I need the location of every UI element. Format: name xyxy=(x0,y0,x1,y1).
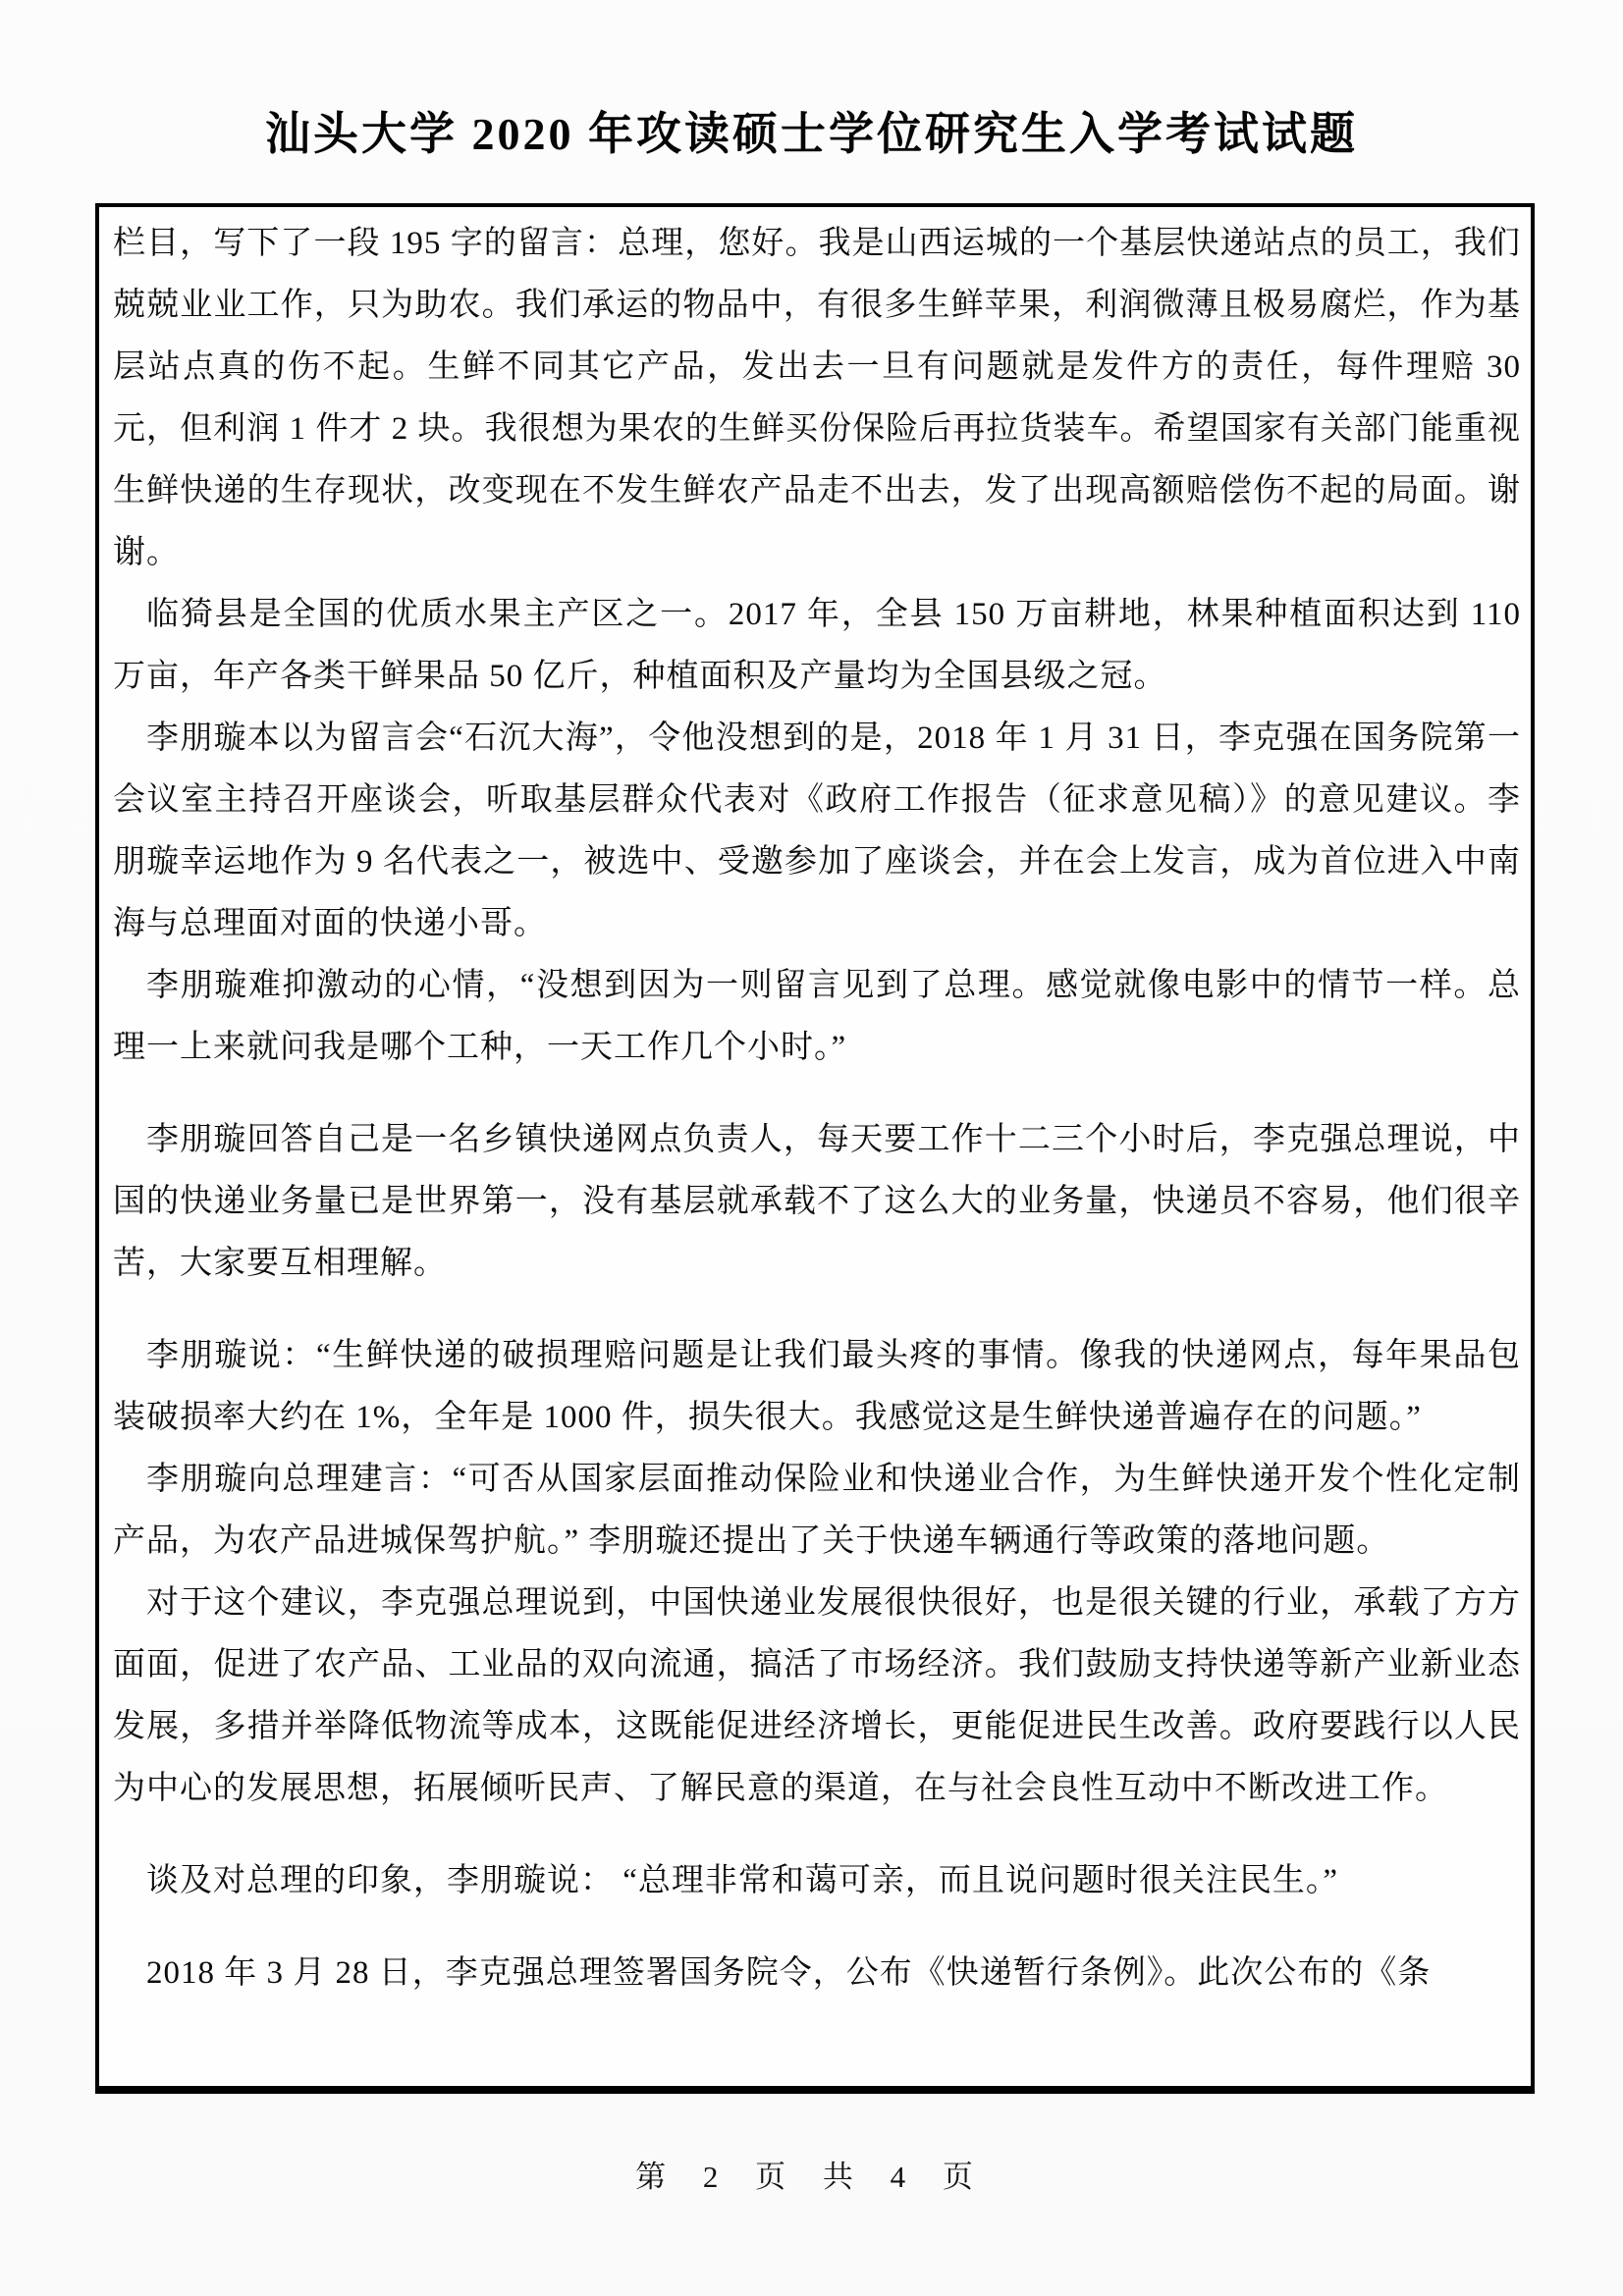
paragraph: 谈及对总理的印象，李朋璇说： “总理非常和蔼可亲，而且说问题时很关注民生。” xyxy=(146,1863,1339,1898)
paragraph: 李朋璇回答自己是一名乡镇快递网点负责人，每天要工作十二三个小时后，李克强总理说，中国的快递业务量已是世界第一，没有基层就承载不了这么大的业务量，快递员不容易，他们很辛苦，大家要互相理解。 xyxy=(113,1122,1521,1281)
paragraph: 2018 年 3 月 28 日，李克强总理签署国务院令，公布《快递暂行条例》。此次公布的《条 xyxy=(146,1955,1432,1991)
paragraph: 李朋璇向总理建言：“可否从国家层面推动保险业和快递业合作，为生鲜快递开发个性化定制产品，为农产品进城保驾护航。” 李朋璇还提出了关于快递车辆通行等政策的落地问题。 xyxy=(113,1462,1521,1559)
paragraph: 李朋璇本以为留言会“石沉大海”，令他没想到的是，2018 年 1 月 31 日，李克强在国务院第一会议室主持召开座谈会，听取基层群众代表对《政府工作报告（征求意见稿）》的意见建议。李朋璇幸运地作为 9 名代表之一，被选中、受邀参加了座谈会，并在会上发言，成为首位进入中南海与总理面对面的快递小哥。 xyxy=(113,721,1521,941)
page-title: 汕头大学 2020 年攻读硕士学位研究生入学考试试题 xyxy=(265,109,1358,159)
paragraph: 对于这个建议，李克强总理说到，中国快递业发展很快很好，也是很关键的行业，承载了方方面面，促进了农产品、工业品的双向流通，搞活了市场经济。我们鼓励支持快递等新产业新业态发展，多措并举降低物流等成本，这既能促进经济增长，更能促进民生改善。政府要践行以人民为中心的发展思想，拓展倾听民声、了解民意的渠道，在与社会良性互动中不断改进工作。 xyxy=(113,1585,1521,1806)
exam-text-box xyxy=(95,203,1535,2094)
page-footer: 第 2 页 共 4 页 xyxy=(635,2160,988,2194)
paragraph: 栏目，写下了一段 195 字的留言：总理，您好。我是山西运城的一个基层快递站点的员工，我们兢兢业业工作，只为助农。我们承运的物品中，有很多生鲜苹果，利润微薄且极易腐烂，作为基层站点真的伤不起。生鲜不同其它产品，发出去一旦有问题就是发件方的责任，每件理赔 30 元，但利润 1 件才 2 块。我很想为果农的生鲜买份保险后再拉货装车。希望国家有关部门能重视生鲜快递的生存现状，改变现在不发生鲜农产品走不出去，发了出现高额赔偿伤不起的局面。谢谢。 xyxy=(113,226,1521,570)
paragraph: 李朋璇难抑激动的心情，“没想到因为一则留言见到了总理。感觉就像电影中的情节一样。总理一上来就问我是哪个工种，一天工作几个小时。” xyxy=(113,968,1521,1065)
paragraph: 临猗县是全国的优质水果主产区之一。2017 年，全县 150 万亩耕地，林果种植面积达到 110 万亩，年产各类干鲜果品 50 亿斤，种植面积及产量均为全国县级之冠。 xyxy=(113,597,1521,694)
paragraph: 李朋璇说：“生鲜快递的破损理赔问题是让我们最头疼的事情。像我的快递网点，每年果品包装破损率大约在 1%，全年是 1000 件，损失很大。我感觉这是生鲜快递普遍存在的问题。” xyxy=(113,1338,1521,1435)
